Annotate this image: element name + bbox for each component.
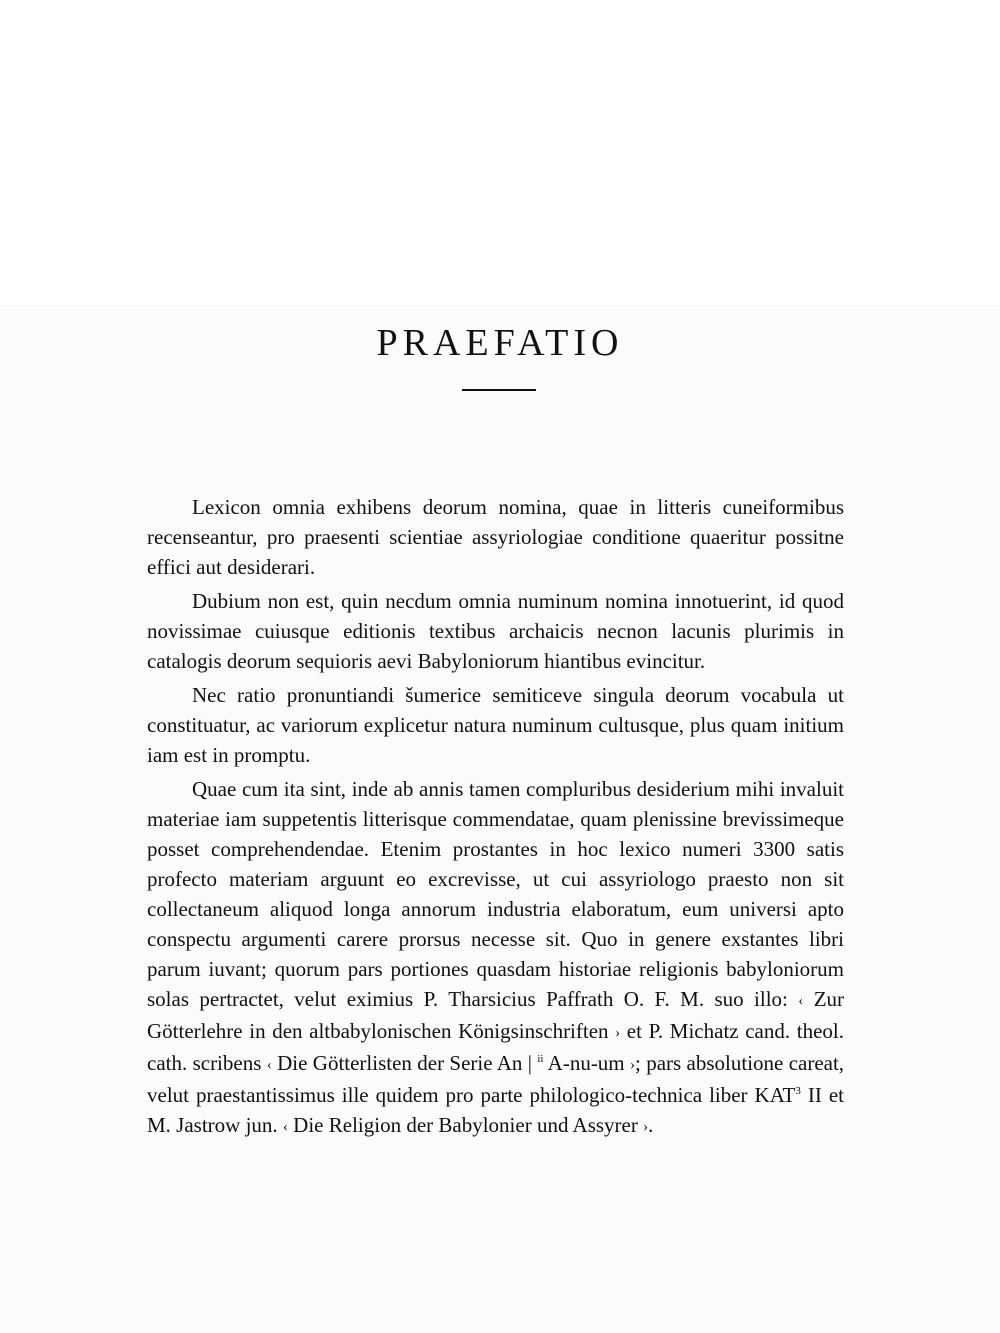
paragraph-4-part-4: II et M. Jastrow jun. xyxy=(147,1083,844,1137)
paragraph-4-end: . xyxy=(648,1113,654,1137)
quoted-title-michatz-a: Die Götterlisten der Serie An | xyxy=(277,1051,532,1075)
paragraph-4-part-3: ; pars absolutione careat, velut praestantissimus ille quidem pro parte philologico-technica liber KAT xyxy=(147,1051,845,1107)
paragraph-1: Lexicon omnia exhibens deorum nomina, quae in litteris cuneiformibus recenseantur, pro praesenti scientiae assyriologiae conditione quaeritur possitne effici aut desiderari. xyxy=(147,495,844,579)
quote-open-mark: ‹ xyxy=(282,1119,288,1135)
paragraph-4-part-1: Quae cum ita sint, inde ab annis tamen compluribus desiderium mihi invaluit materiae iam suppetentis litterisque commendatae, quam plenissine brevissimeque posset comprehendendae. Etenim prostantes in hoc lexico numeri 3300 satis profecto materiam arguunt eo excrevisse, ut cui assyriologo praesto non sit collectaneum aliquod longa annorum industria elaboratum, eum universi apto conspectu argumenti carere prorsus necesse sit. Quo in genere exstantes libri parum iuvant; quorum pars portiones quasdam historiae religionis babyloniorum solas pertractet, velut eximius P. Tharsicius Paffrath O. F. M. suo illo: xyxy=(147,777,844,1011)
quote-close-mark: › xyxy=(630,1057,636,1073)
quote-open-mark: ‹ xyxy=(266,1057,272,1073)
paragraph-2: Dubium non est, quin necdum omnia numinum nomina innotuerint, id quod novissimae cuiusque editionis textibus archaicis necnon lacunis plurimis in catalogis deorum sequioris aevi Babyloniorum hiantibus evincitur. xyxy=(147,589,844,673)
quoted-title-jastrow: Die Religion der Babylonier und Assyrer xyxy=(293,1113,638,1137)
page-title: PRAEFATIO xyxy=(376,322,624,364)
superscript-ii: ii xyxy=(537,1053,544,1065)
preface-body xyxy=(147,492,844,1146)
quote-close-mark: › xyxy=(615,1025,621,1041)
paragraph-4 xyxy=(147,774,844,1142)
title-rule-divider xyxy=(462,389,536,391)
quoted-title-paffrath: Zur Götterlehre in den altbabylonischen Königsinschriften xyxy=(147,987,845,1043)
superscript-edition: 3 xyxy=(795,1085,801,1097)
paragraph-4-part-2: et P. Michatz cand. theol. cath. scribens xyxy=(147,1019,844,1075)
paragraph-3: Nec ratio pronuntiandi šumerice semiticeve singula deorum vocabula ut constituatur, ac variorum explicetur natura numinum cultusque, plus quam initium iam est in promptu. xyxy=(147,683,844,767)
quote-open-mark: ‹ xyxy=(798,993,804,1009)
quoted-title-michatz-b: A-nu-um xyxy=(547,1051,625,1075)
quote-close-mark: › xyxy=(643,1119,649,1135)
